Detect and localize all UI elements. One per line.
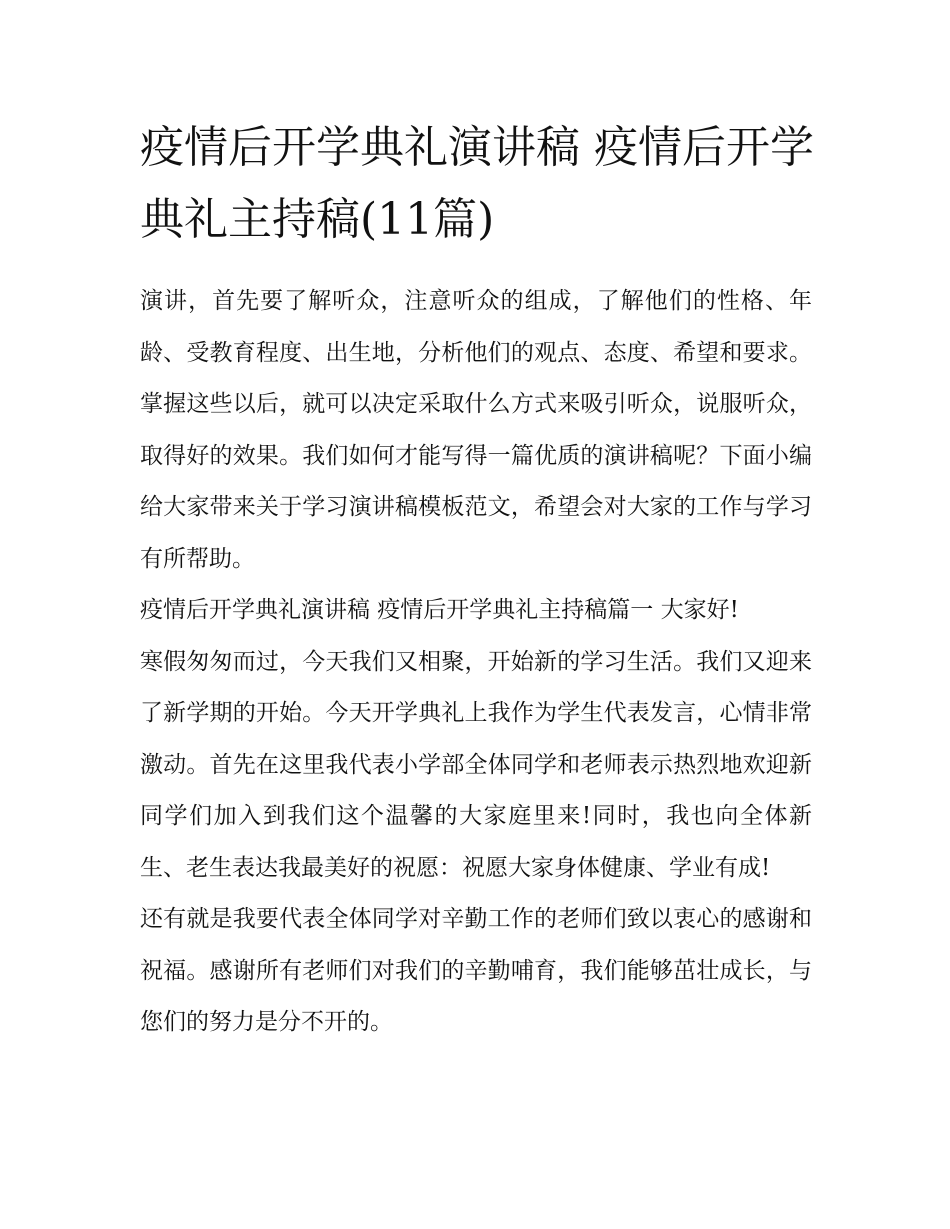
document-title: 疫情后开学典礼演讲稿 疫情后开学典礼主持稿(11篇) [140,122,814,245]
document-body [140,276,812,1049]
paragraph-thanks: 还有就是我要代表全体同学对辛勤工作的老师们致以衷心的感谢和祝福。感谢所有老师们对我们的辛勤哺育，我们能够茁壮成长，与您们的努力是分不开的。 [140,906,812,1035]
paragraph-greeting-body: 寒假匆匆而过，今天我们又相聚，开始新的学习生活。我们又迎来了新学期的开始。今天开学典礼上我作为学生代表发言，心情非常激动。首先在这里我代表小学部全体同学和老师表示热烈地欢迎新同学们加入到我们这个温馨的大家庭里来!同时，我也向全体新生、老生表达我最美好的祝愿：祝愿大家身体健康、学业有成! [140,648,812,881]
paragraph-intro: 演讲，首先要了解听众，注意听众的组成，了解他们的性格、年龄、受教育程度、出生地，分析他们的观点、态度、希望和要求。掌握这些以后，就可以决定采取什么方式来吸引听众，说服听众，取得好的效果。我们如何才能写得一篇优质的演讲稿呢？下面小编给大家带来关于学习演讲稿模板范文，希望会对大家的工作与学习有所帮助。 [140,288,812,572]
paragraph-section-heading: 疫情后开学典礼演讲稿 疫情后开学典礼主持稿篇一 大家好! [140,597,739,623]
